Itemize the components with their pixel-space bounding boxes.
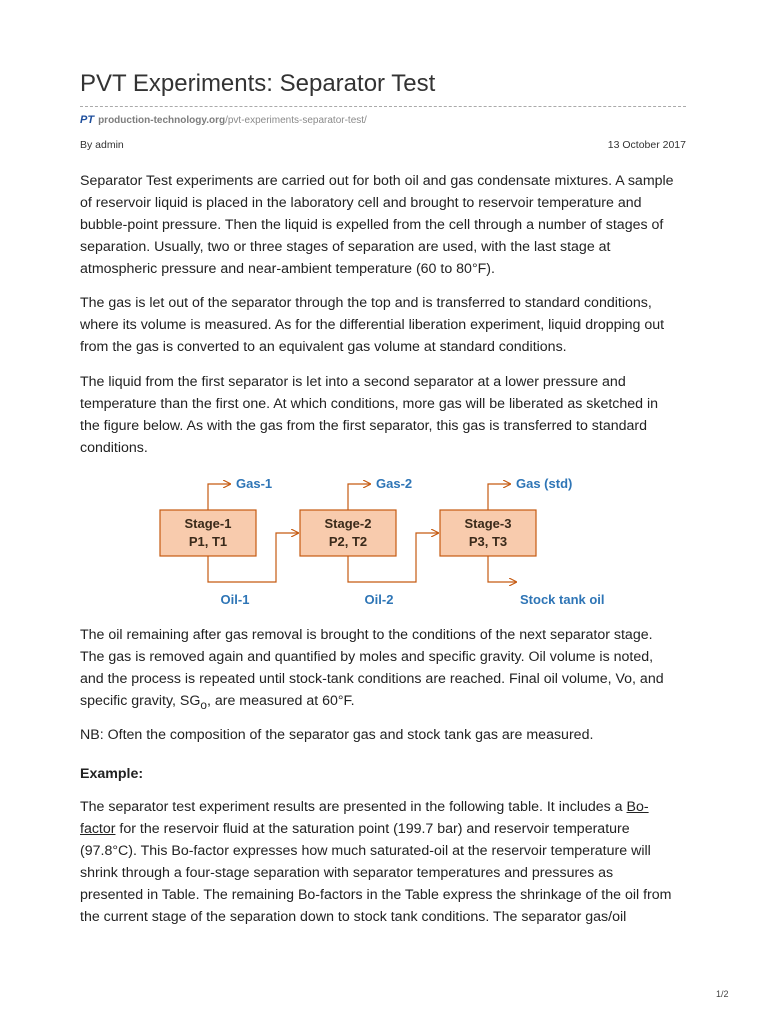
paragraph-example bbox=[80, 796, 680, 928]
author: By admin bbox=[80, 139, 124, 151]
oil-1-label: Oil-1 bbox=[220, 592, 250, 607]
stage-1-name: Stage-1 bbox=[184, 516, 232, 531]
gas-1-arrow bbox=[208, 484, 230, 510]
separator-stages-diagram bbox=[150, 468, 620, 613]
source-path: /pvt-experiments-separator-test/ bbox=[225, 115, 367, 126]
paragraph-next-stage bbox=[80, 624, 680, 716]
p7-text-a: The separator test experiment results are presented in the following table. It includes a bbox=[80, 799, 627, 815]
gas-1-label: Gas-1 bbox=[236, 476, 273, 491]
gas-std-label: Gas (std) bbox=[516, 476, 573, 491]
stock-tank-oil-label: Stock tank oil bbox=[520, 592, 605, 607]
title-divider bbox=[80, 106, 686, 107]
p4-subscript: o bbox=[200, 697, 207, 712]
paragraph-gas: The gas is let out of the separator through the top and is transferred to standard conditions, where its volume is measured. As for the differential liberation experiment, liquid dropping out from the gas is converted to an equivalent gas volume at standard conditions. bbox=[80, 295, 665, 355]
paragraph-intro: Separator Test experiments are carried out for both oil and gas condensate mixtures. A sample of reservoir liquid is placed in the laboratory cell and brought to reservoir temperature and bubble-point pressure. Then the liquid is expelled from the cell through a number of stages of separation. Usually, two or three stages of separation are used, with the last stage at atmospheric pressure and near-ambient temperature (60 to 80°F). bbox=[80, 173, 674, 277]
p7-text-b: for the reservoir fluid at the saturation point (199.7 bar) and reservoir temperature (97.8°C). This Bo-factor expresses how much saturated-oil at the reservoir temperature will shrink through a four-stage separation with separator temperatures and pressures as presented in Table. The remaining Bo-factors in the Table express the shrinkage of the oil from the current stage of the separation down to stock tank conditions. The separator gas/oil bbox=[80, 821, 672, 925]
stage-3-conditions: P3, T3 bbox=[468, 534, 508, 549]
gas-std-arrow bbox=[488, 484, 510, 510]
source-domain: production-technology.org bbox=[98, 115, 226, 126]
p4-text-a: The oil remaining after gas removal is brought to the conditions of the next separator stage. The gas is removed again and quantified by moles and specific gravity. Oil volume is noted, and the process is repeated until stock-tank conditions are reached. Final oil volume, Vo, and specific gravity, SG bbox=[80, 627, 664, 709]
gas-2-label: Gas-2 bbox=[376, 476, 413, 491]
p4-text-b: , are measured at 60°F. bbox=[206, 693, 355, 709]
stage-2-conditions: P2, T2 bbox=[328, 534, 368, 549]
page-title: PVT Experiments: Separator Test bbox=[80, 70, 436, 97]
page-number: 1/2 bbox=[716, 989, 729, 999]
source-link[interactable] bbox=[98, 115, 367, 126]
example-heading: Example: bbox=[80, 766, 144, 782]
source-line bbox=[80, 114, 367, 126]
publish-date: 13 October 2017 bbox=[607, 139, 686, 151]
paragraph-nb: NB: Often the composition of the separator gas and stock tank gas are measured. bbox=[80, 727, 594, 743]
article-meta bbox=[80, 139, 686, 151]
stage-2-name: Stage-2 bbox=[324, 516, 372, 531]
site-logo: PT bbox=[80, 114, 95, 126]
paragraph-second-separator: The liquid from the first separator is let into a second separator at a lower pressure and temperature than the first one. At which conditions, more gas will be liberated as sketched in the figure below. As with the gas from the first separator, this gas is transferred to standard conditions. bbox=[80, 374, 659, 456]
bo-factor-link[interactable]: Bo-factor bbox=[80, 799, 649, 837]
stage-1-conditions: P1, T1 bbox=[188, 534, 228, 549]
oil-2-label: Oil-2 bbox=[364, 592, 394, 607]
stock-tank-oil-arrow bbox=[488, 556, 516, 582]
gas-2-arrow bbox=[348, 484, 370, 510]
stage-3-name: Stage-3 bbox=[464, 516, 512, 531]
